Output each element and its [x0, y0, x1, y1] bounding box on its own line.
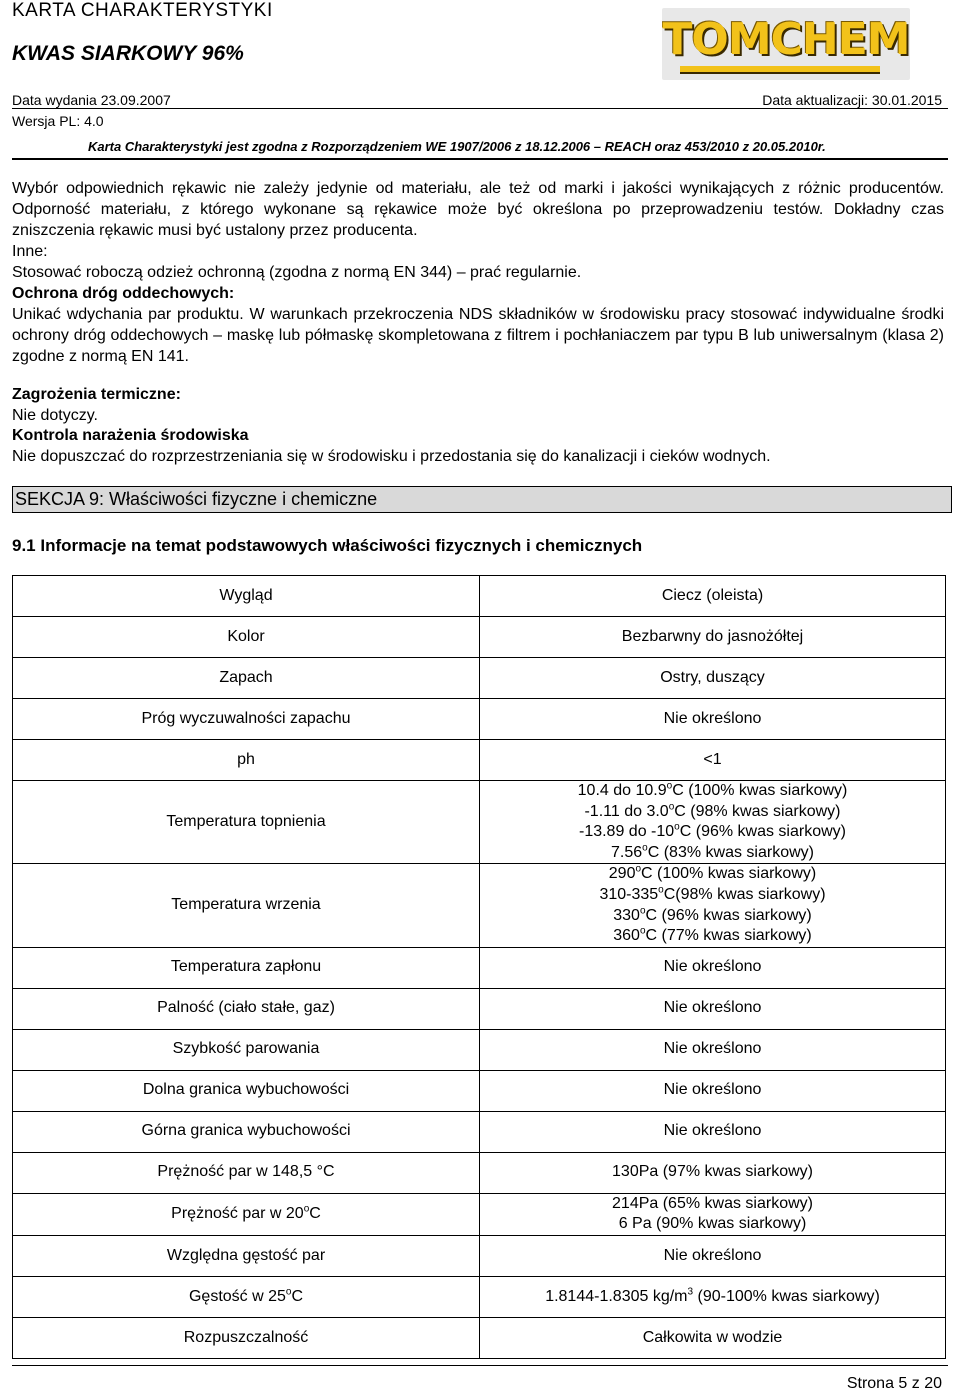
table-row — [13, 864, 946, 947]
company-logo — [662, 8, 910, 80]
table-row — [13, 947, 946, 988]
property-value: Ciecz (oleista) — [480, 576, 946, 617]
environment-text: Nie dopuszczać do rozprzestrzeniania się w środowisku i przedostania się do kanalizacji i cieków wodnych. — [12, 448, 771, 465]
page-number: Strona 5 z 20 — [846, 1375, 942, 1392]
table-row — [13, 988, 946, 1029]
property-value: 214Pa (65% kwas siarkowy) 6 Pa (90% kwas siarkowy) — [480, 1193, 946, 1235]
property-value: Ostry, duszący — [480, 658, 946, 699]
logo-underline — [680, 66, 880, 74]
property-value: Całkowita w wodzie — [480, 1317, 946, 1358]
property-label: Kolor — [13, 617, 480, 658]
property-value: Nie określono — [480, 699, 946, 740]
property-label: Palność (ciało stałe, gaz) — [13, 988, 480, 1029]
property-label: Górna granica wybuchowości — [13, 1111, 480, 1152]
update-date: Data aktualizacji: 30.01.2015 — [762, 92, 942, 108]
property-label: Temperatura wrzenia — [13, 864, 480, 947]
section-9-title: SEKCJA 9: Właściwości fizyczne i chemiczne — [12, 486, 952, 513]
table-row — [13, 1070, 946, 1111]
property-label: Zapach — [13, 658, 480, 699]
other-text: Stosować roboczą odzież ochronną (zgodna z normą EN 344) – prać regularnie. — [12, 264, 582, 281]
property-value: Nie określono — [480, 1029, 946, 1070]
table-row — [13, 699, 946, 740]
property-label: Wygląd — [13, 576, 480, 617]
regulation-compliance: Karta Charakterystyki jest zgodna z Rozporządzeniem WE 1907/2006 z 18.12.2006 – REACH oraz 453/2010 z 20.05.2010r. — [88, 139, 826, 154]
version: Wersja PL: 4.0 — [12, 113, 104, 129]
thermal-heading: Zagrożenia termiczne: — [12, 386, 181, 403]
property-value: Nie określono — [480, 1070, 946, 1111]
table-row — [13, 1317, 946, 1358]
property-value: Nie określono — [480, 1235, 946, 1276]
table-row — [13, 1193, 946, 1235]
table-row — [13, 1235, 946, 1276]
property-label: Gęstość w 25$^o$C — [13, 1276, 480, 1317]
property-label: Temperatura zapłonu — [13, 947, 480, 988]
header-bottom-rule — [12, 158, 948, 160]
property-value: Nie określono — [480, 1111, 946, 1152]
property-label: Szybkość parowania — [13, 1029, 480, 1070]
table-row — [13, 1111, 946, 1152]
table-row — [13, 1029, 946, 1070]
table-row — [13, 1152, 946, 1193]
property-label: Próg wyczuwalności zapachu — [13, 699, 480, 740]
property-value: 10.4 do 10.9$^o$C (100% kwas siarkowy) -1.11 do 3.0$^o$C (98% kwas siarkowy) -13.89 do -10$^o$C (96% kwas siarkowy) 7.56$^o$C (83% kwas siarkowy) — [480, 781, 946, 864]
issue-date: Data wydania 23.09.2007 — [12, 92, 171, 108]
header-separator — [12, 108, 948, 109]
property-label: Dolna granica wybuchowości — [13, 1070, 480, 1111]
property-value: Nie określono — [480, 947, 946, 988]
table-row — [13, 1276, 946, 1317]
property-label: ph — [13, 740, 480, 781]
properties-table — [12, 575, 946, 1359]
property-label: Temperatura topnienia — [13, 781, 480, 864]
property-label: Względna gęstość par — [13, 1235, 480, 1276]
footer-rule — [12, 1365, 948, 1366]
property-value: Nie określono — [480, 988, 946, 1029]
property-value: Bezbarwny do jasnożółtej — [480, 617, 946, 658]
environment-heading: Kontrola narażenia środowiska — [12, 427, 249, 444]
respiratory-heading: Ochrona dróg oddechowych: — [12, 285, 235, 302]
property-value: 130Pa (97% kwas siarkowy) — [480, 1152, 946, 1193]
table-row — [13, 658, 946, 699]
respiratory-paragraph: Unikać wdychania par produktu. W warunkach przekroczenia NDS składników w środowisku pracy stosować indywidualne środki ochrony dróg oddechowych – maskę lub półmaskę skompletowana z filtrem i pochłaniaczem par typu B lub uniwersalnym (klasa 2) zgodne z normą EN 141. — [12, 306, 944, 365]
table-row — [13, 576, 946, 617]
gloves-paragraph: Wybór odpowiednich rękawic nie zależy jedynie od materiału, ale też od marki i jakości wynikających z różnic producentów. Odporność materiału, z którego wykonane są rękawice może być określona po przeprowadzeniu testów. Dokładny czas zniszczenia rękawic musi być ustalony przez producenta. — [12, 180, 944, 239]
property-value: 290$^o$C (100% kwas siarkowy) 310-335$^o$C(98% kwas siarkowy) 330$^o$C (96% kwas siarkowy) 360$^o$C (77% kwas siarkowy) — [480, 864, 946, 947]
other-label: Inne: — [12, 243, 48, 260]
logo-text: TOMCHEM — [662, 14, 910, 65]
property-value: 1.8144-1.8305 $kg/m^3$ (90-100% kwas siarkowy) — [480, 1276, 946, 1317]
table-row — [13, 617, 946, 658]
property-label: Prężność par w 20$^o$C — [13, 1193, 480, 1235]
subsection-9-1-title: 9.1 Informacje na temat podstawowych właściwości fizycznych i chemicznych — [12, 536, 643, 555]
property-label: Rozpuszczalność — [13, 1317, 480, 1358]
table-row — [13, 740, 946, 781]
document-type: KARTA CHARAKTERYSTYKI — [12, 0, 273, 21]
product-name: KWAS SIARKOWY 96% — [12, 42, 244, 65]
thermal-text: Nie dotyczy. — [12, 407, 98, 424]
table-row — [13, 781, 946, 864]
property-value: <1 — [480, 740, 946, 781]
property-label: Prężność par w 148,5 °C — [13, 1152, 480, 1193]
